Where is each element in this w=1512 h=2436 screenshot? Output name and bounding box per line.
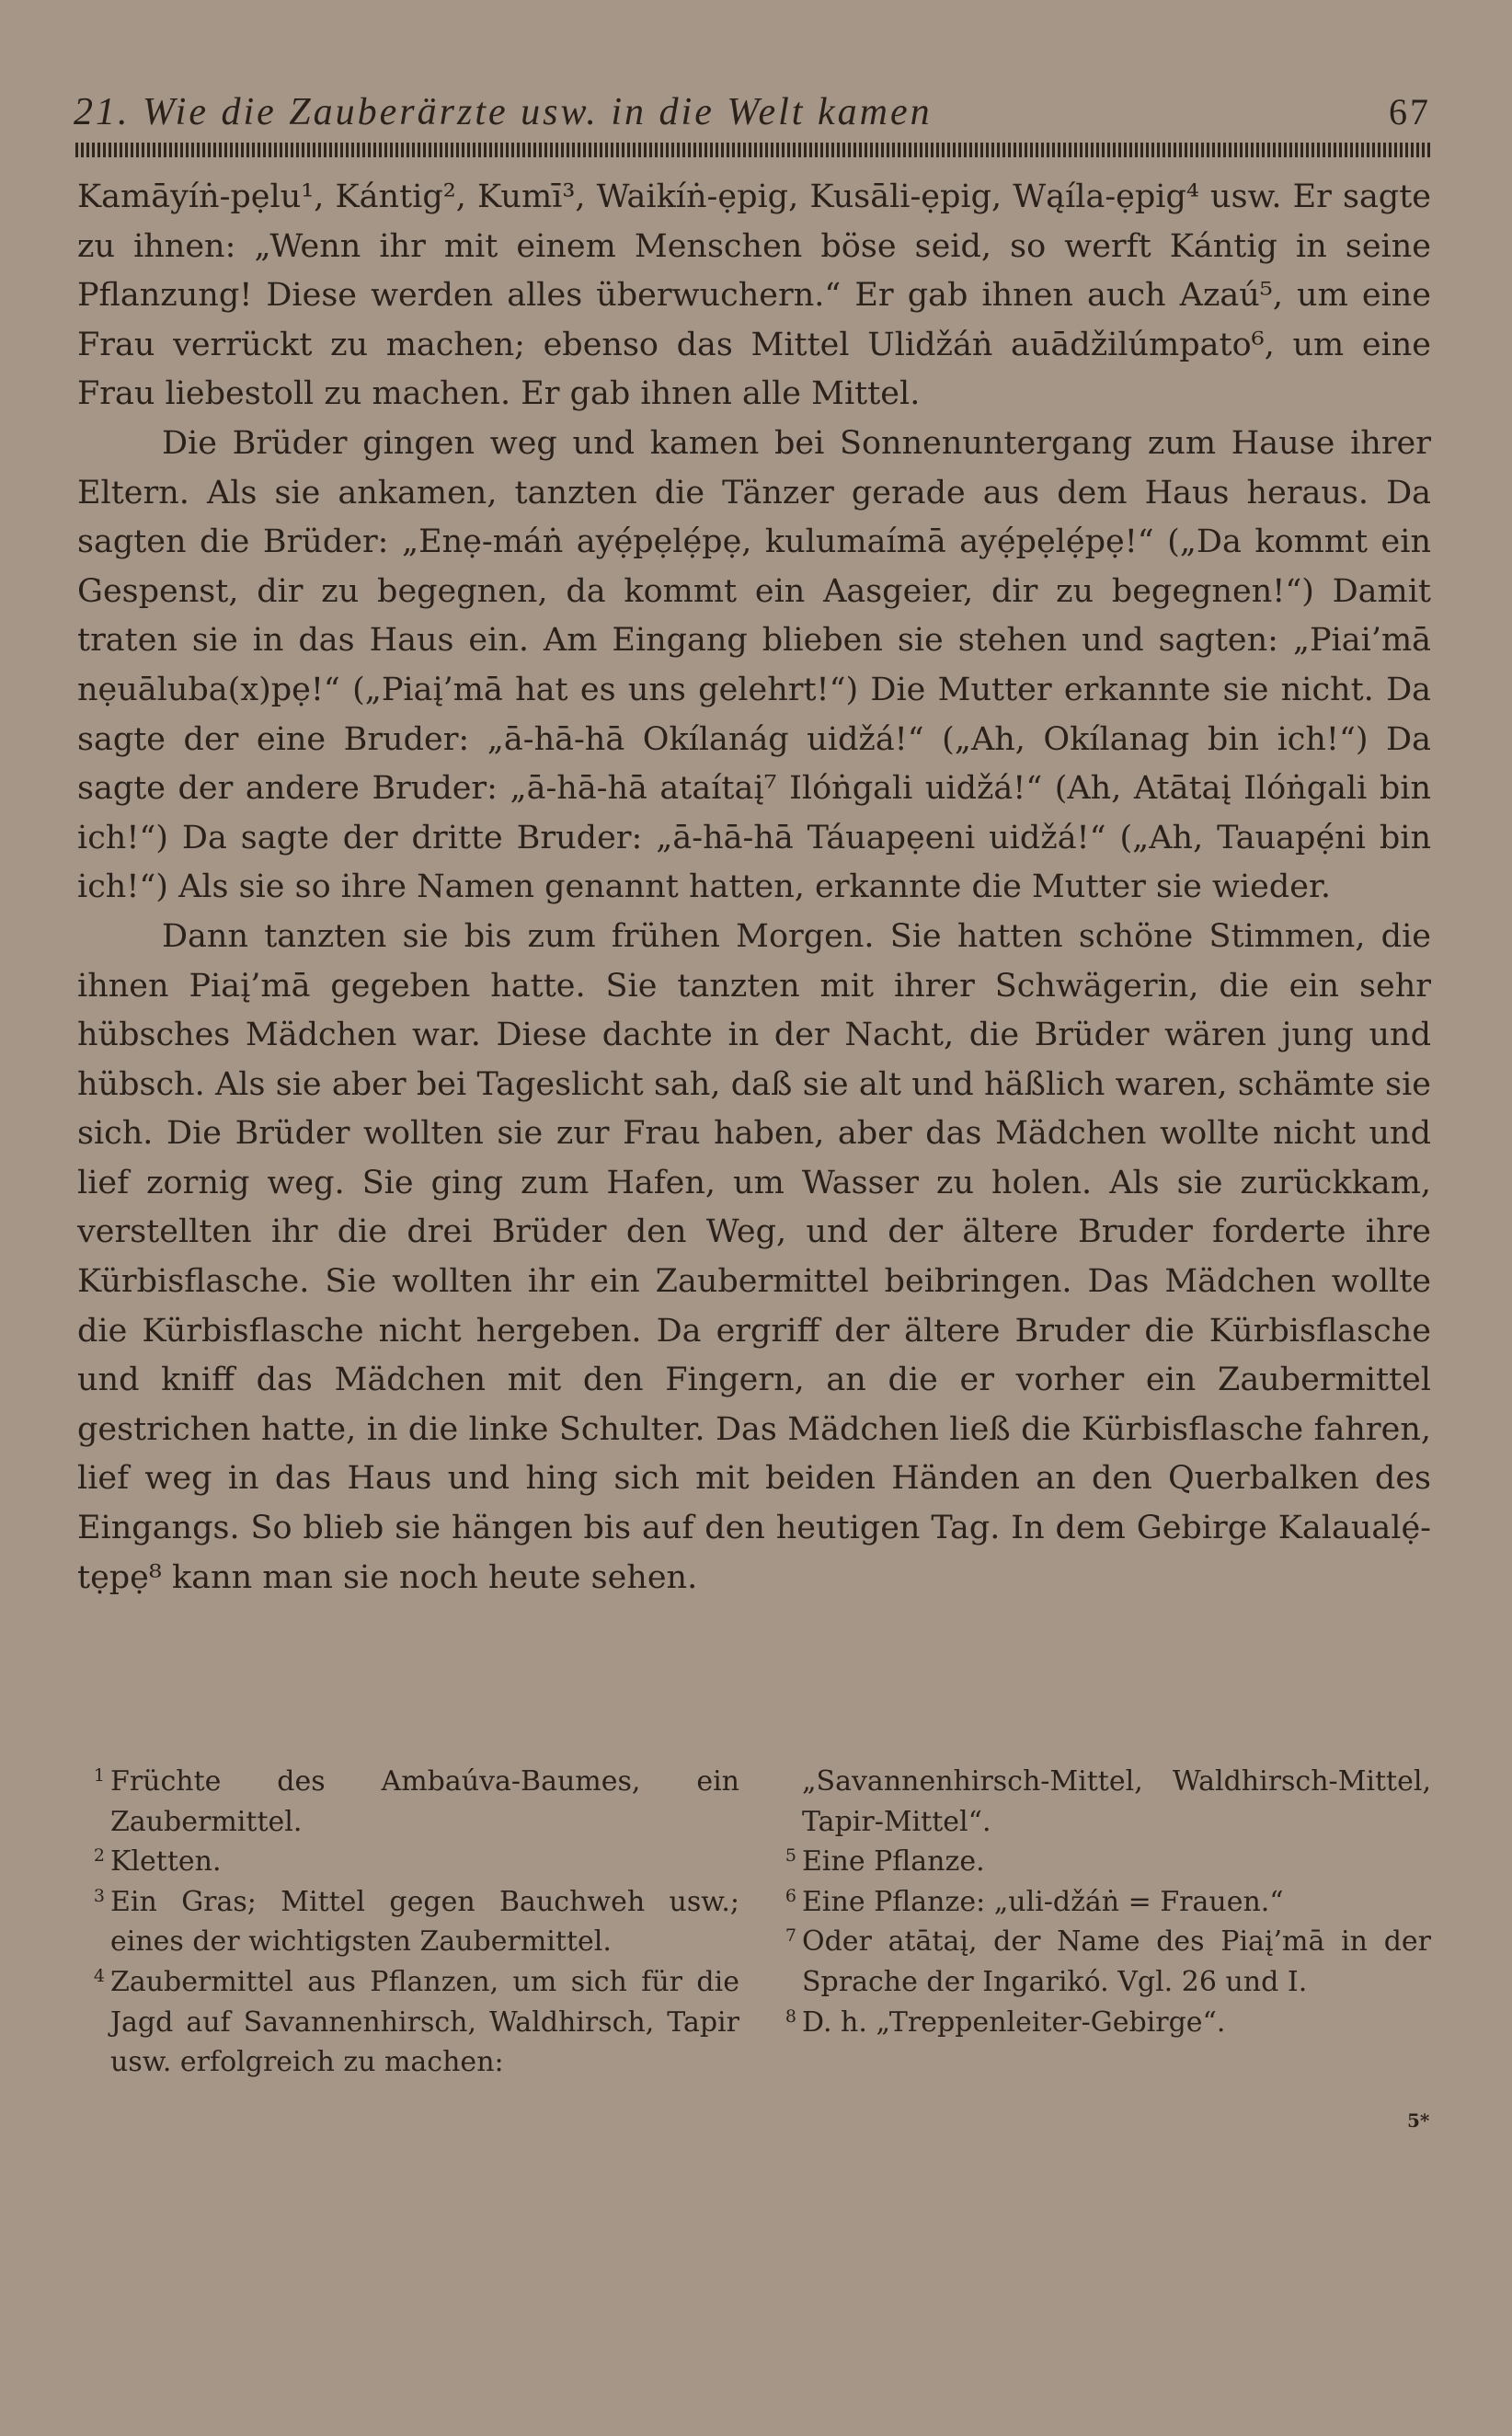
- footnote-continuation: [769, 1762, 1431, 1842]
- footnote-text: „Savannenhirsch-Mittel, Waldhirsch-Mittel, Tapir-Mittel“.: [802, 1765, 1431, 1838]
- footnote-text: Eine Pflanze: „uli-džáṅ = Frauen.“: [802, 1885, 1284, 1918]
- footnote: [77, 1842, 739, 1882]
- footnotes-left-column: [77, 1762, 739, 2083]
- footnote-text: D. h. „Treppenleiter-Gebirge“.: [802, 2005, 1226, 2039]
- footnote-text: Oder atātaį, der Name des Piaį’mā in der Sprache der Ingarikó. Vgl. 26 und I.: [802, 1925, 1431, 1998]
- page-number: 67: [1389, 91, 1431, 132]
- paragraph-1: Kamāyíṅ-pẹlu¹, Kántig², Kumī³, Waikíṅ-ẹpig, Kusāli-ẹpig, Wąíla-ẹpig⁴ usw. Er sagte zu ihnen: „Wenn ihr mit einem Menschen böse seid, so werft Kántig in seine Pflanzung! Diese werden alles überwuchern.“ Er gab ihnen auch Azaú⁵, um eine Frau verrückt zu machen; ebenso das Mittel Ulidžáṅ auādžilúmpato⁶, um eine Frau liebestoll zu machen. Er gab ihnen alle Mittel.: [77, 178, 1431, 413]
- footnote: [769, 1922, 1431, 2002]
- footnote: [769, 2003, 1431, 2043]
- paragraph-2: Die Brüder gingen weg und kamen bei Sonnenuntergang zum Hause ihrer Eltern. Als sie ankamen, tanzten die Tänzer gerade aus dem Haus heraus. Da sagten die Brüder: „Enẹ-máṅ ayẹ́pẹlẹ́pẹ, kulumaímā ayẹ́pẹlẹ́pẹ!“ („Da kommt ein Gespenst, dir zu begegnen, da kommt ein Aasgeier, dir zu begegnen!“) Damit traten sie in das Haus ein. Am Eingang blieben sie stehen und sagten: „Piai’mā nẹuāluba(x)pẹ!“ („Piaį’mā hat es uns gelehrt!“) Die Mutter erkannte sie nicht. Da sagte der eine Bruder: „ā-hā-hā Okílanág uidžá!“ („Ah, Okílanag bin ich!“) Da sagte der andere Bruder: „ā-hā-hā ataítaį⁷ Ilóṅgali uidžá!“ (Ah, Atātaį Ilóṅgali bin ich!“) Da sagte der dritte Bruder: „ā-hā-hā Táuapẹeni uidžá!“ („Ah, Tauapẹ́ni bin ich!“) Als sie so ihre Namen genannt hatten, erkannte die Mutter sie wieder.: [77, 424, 1431, 906]
- header-rule: [75, 143, 1431, 157]
- footnote: [77, 1882, 739, 1962]
- footnote-number: 7: [785, 1925, 796, 1947]
- footnote-text: Eine Pflanze.: [802, 1845, 985, 1879]
- footnote-number: 1: [93, 1765, 105, 1786]
- footnote-number: 5: [785, 1845, 796, 1867]
- main-text: [77, 173, 1431, 1603]
- footnote-number: 3: [93, 1885, 105, 1906]
- footnote-number: [769, 1762, 802, 1842]
- footnote: [77, 1762, 739, 1842]
- footnote-text: Ein Gras; Mittel gegen Bauchweh usw.; eines der wichtigsten Zaubermittel.: [110, 1885, 739, 1959]
- printer-signature-mark: 5*: [1407, 2109, 1430, 2132]
- footnote: [769, 1842, 1431, 1882]
- footnote-text: Zaubermittel aus Pflanzen, um sich für die Jagd auf Savannenhirsch, Waldhirsch, Tapir usw. erfolgreich zu machen:: [110, 1965, 739, 2079]
- footnote-number: 8: [785, 2005, 796, 2027]
- chapter-title: 21. Wie die Zauberärzte usw. in die Welt kamen: [74, 91, 933, 133]
- footnotes: [77, 1762, 1431, 2083]
- paragraph-3: Dann tanzten sie bis zum frühen Morgen. Sie hatten schöne Stimmen, die ihnen Piaį’mā gegeben hatte. Sie tanzten mit ihrer Schwägerin, die ein sehr hübsches Mädchen war. Diese dachte in der Nacht, die Brüder wären jung und hübsch. Als sie aber bei Tageslicht sah, daß sie alt und häßlich waren, schämte sie sich. Die Brüder wollten sie zur Frau haben, aber das Mädchen wollte nicht und lief zornig weg. Sie ging zum Hafen, um Wasser zu holen. Als sie zurückkam, verstellten ihr die drei Brüder den Weg, und der ältere Bruder forderte ihre Kürbisflasche. Sie wollten ihr ein Zaubermittel beibringen. Das Mädchen wollte die Kürbisflasche nicht hergeben. Da ergriff der ältere Bruder die Kürbisflasche und kniff das Mädchen mit den Fingern, an die er vorher ein Zaubermittel gestrichen hatte, in die linke Schulter. Das Mädchen ließ die Kürbisflasche fahren, lief weg in das Haus und hing sich mit beiden Händen an den Querbalken des Eingangs. So blieb sie hängen bis auf den heutigen Tag. In dem Gebirge Kalaualẹ́-tẹpẹ⁸ kann man sie noch heute sehen.: [77, 917, 1431, 1596]
- footnote-number: 2: [93, 1845, 105, 1867]
- footnote: [769, 1882, 1431, 1923]
- footnote-text: Früchte des Ambaúva-Baumes, ein Zaubermittel.: [110, 1765, 739, 1838]
- running-header: [74, 90, 1431, 134]
- footnote-number: 4: [93, 1965, 105, 1986]
- footnotes-right-column: [769, 1762, 1431, 2083]
- footnote-text: Kletten.: [110, 1845, 222, 1879]
- footnote: [77, 1962, 739, 2083]
- footnote-number: 6: [785, 1885, 796, 1906]
